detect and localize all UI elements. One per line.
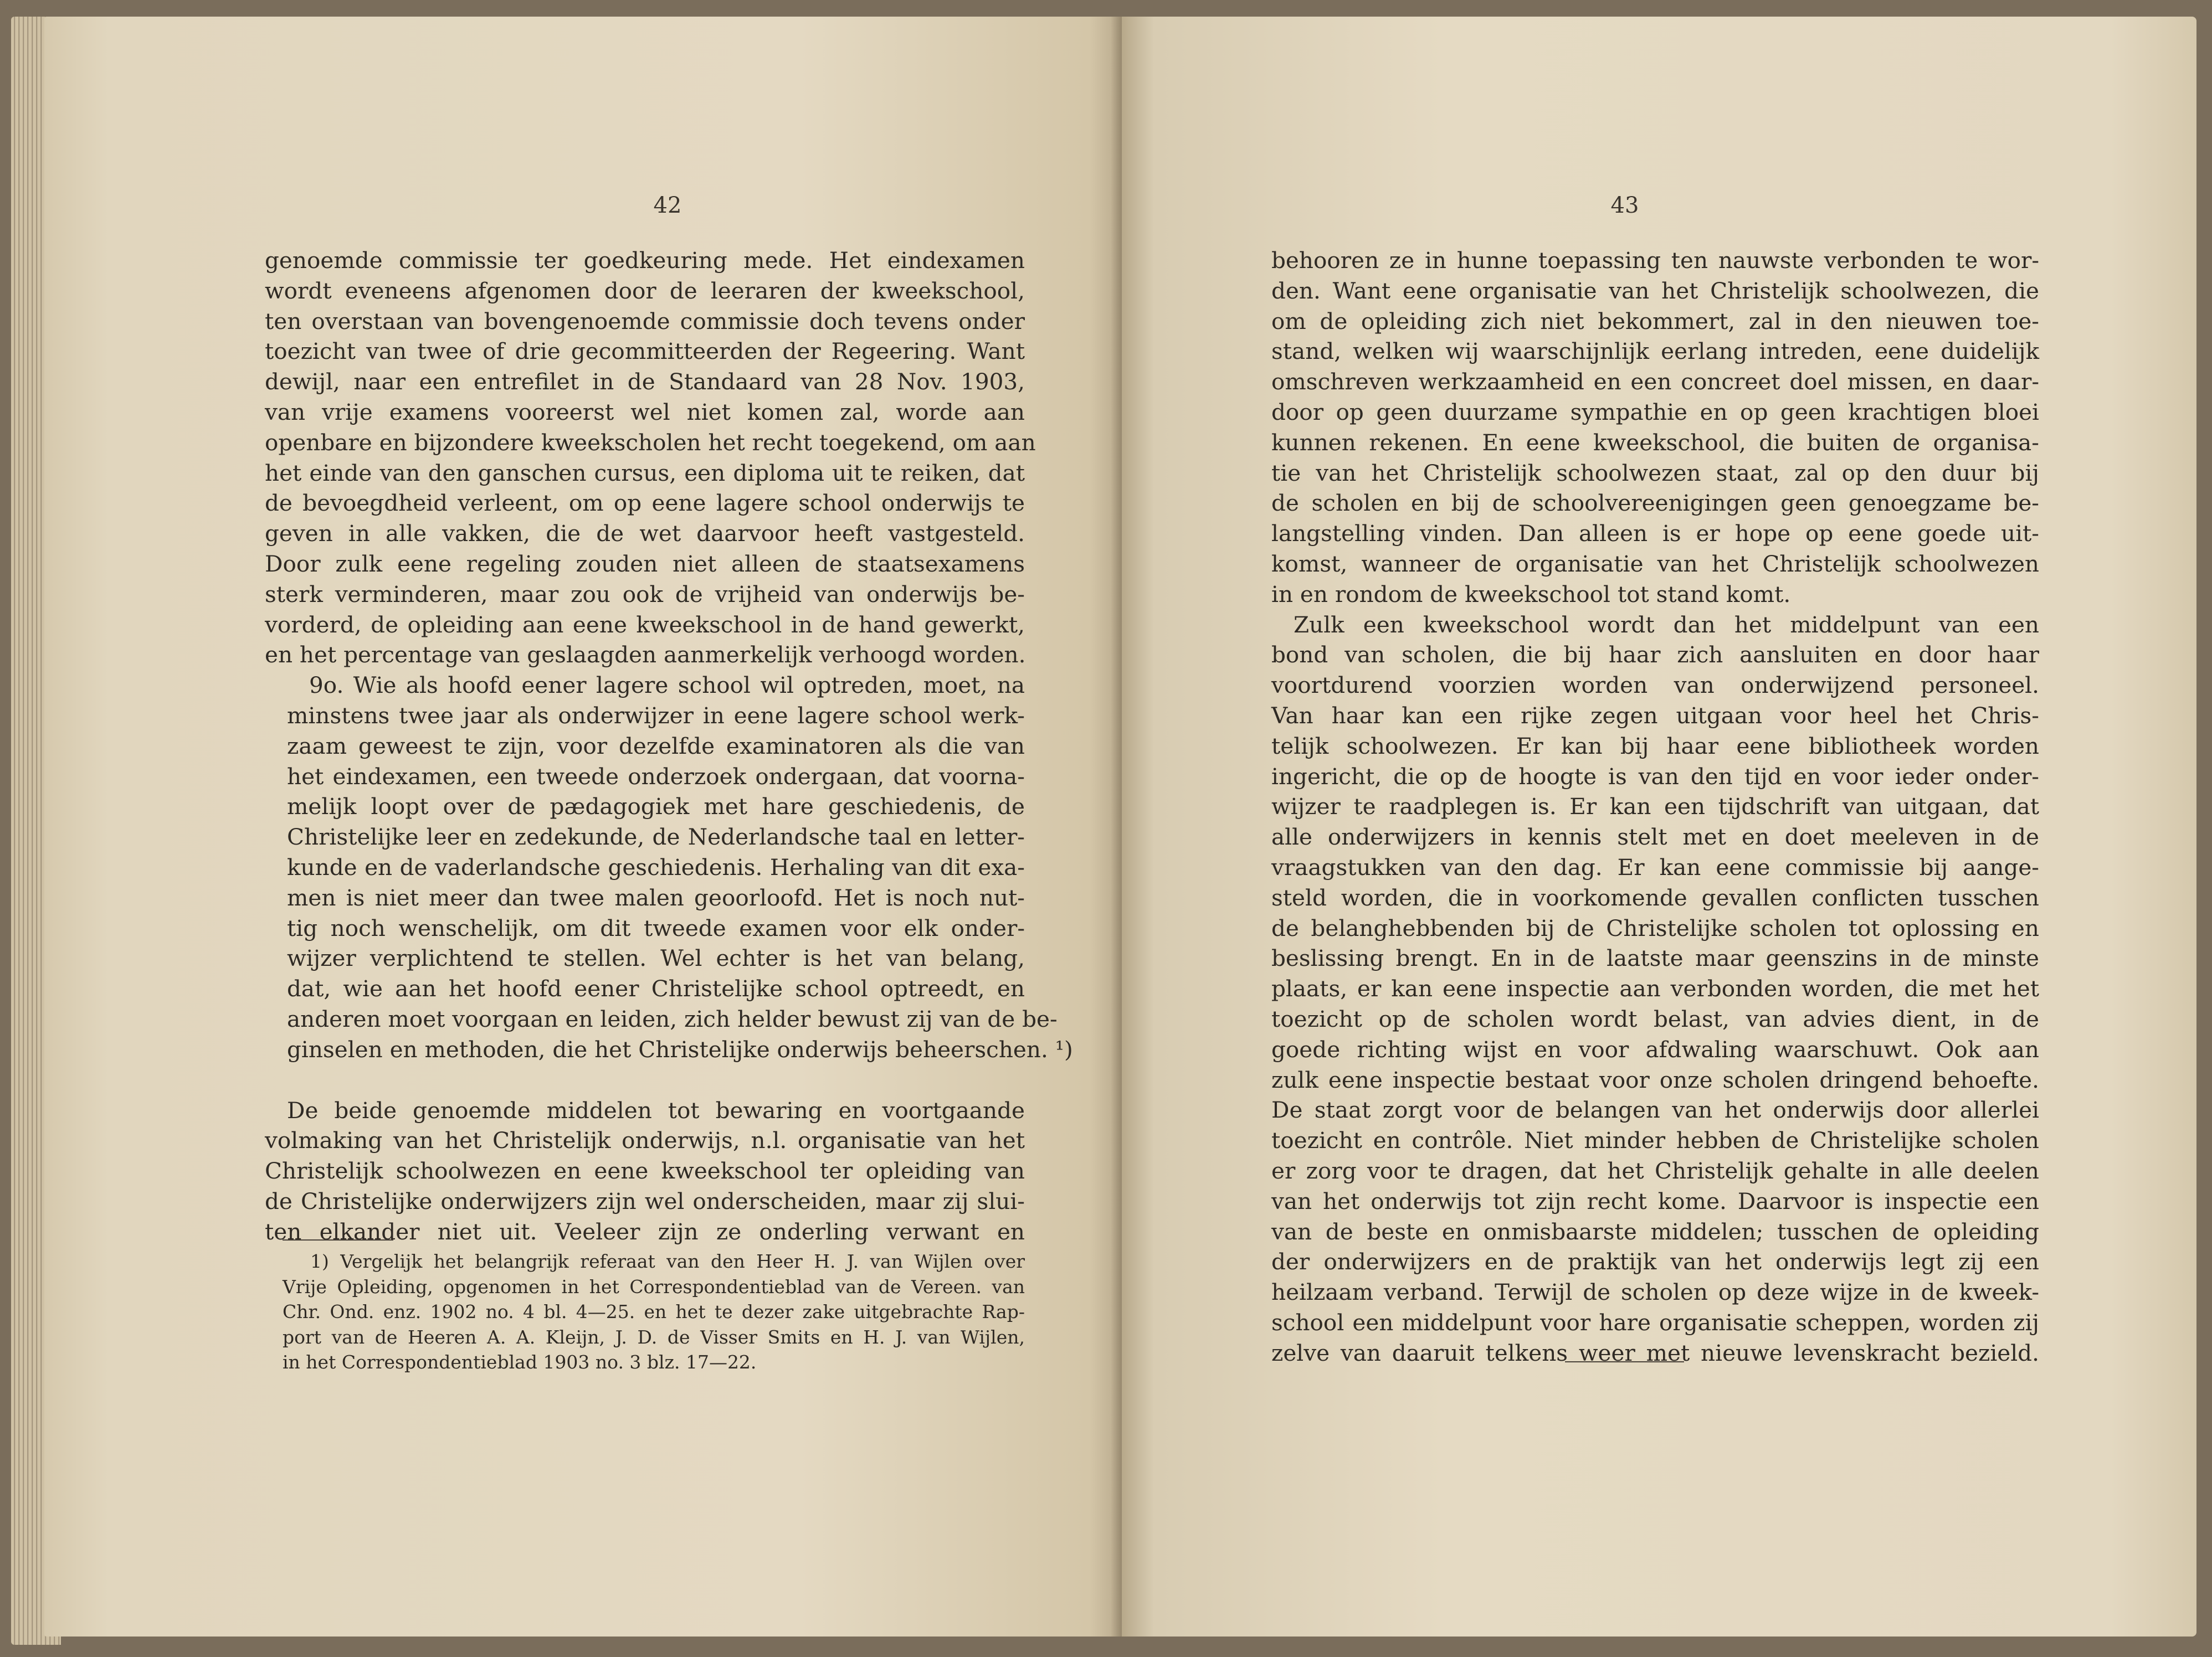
text-line: voortdurend voorzien worden van onderwijzend personeel. <box>1271 672 2039 699</box>
text-line: de belanghebbenden bij de Christelijke scholen tot oplossing en <box>1271 914 2039 941</box>
text-line: in en rondom de kweekschool tot stand komt. <box>1271 580 1791 608</box>
text-line: school een middelpunt voor hare organisatie scheppen, worden zij <box>1271 1309 2039 1336</box>
right-body-text <box>1271 245 2039 1368</box>
text-line: Christelijk schoolwezen en eene kweekschool ter opleiding van <box>265 1157 1025 1185</box>
footnote-rule <box>283 1239 393 1241</box>
text-line: beslissing brengt. En in de laatste maar geenszins in de minste <box>1271 945 2039 972</box>
text-line: der onderwijzers en de praktijk van het onderwijs legt zij een <box>1271 1248 2039 1275</box>
text-line: volmaking van het Christelijk onderwijs, n.l. organisatie van het <box>265 1127 1025 1154</box>
footnote-line: in het Correspondentieblad 1903 no. 3 blz. 17—22. <box>283 1351 757 1373</box>
text-line: van vrije examens vooreerst wel niet komen zal, worde aan <box>265 398 1025 425</box>
text-line: om de opleiding zich niet bekommert, zal in den nieuwen toe- <box>1271 307 2039 335</box>
text-line: wordt eveneens afgenomen door de leeraren der kweekschool, <box>265 277 1025 304</box>
text-line: de scholen en bij de schoolvereenigingen geen genoegzame be- <box>1271 490 2039 517</box>
text-line: wijzer verplichtend te stellen. Wel echter is het van belang, <box>287 945 1025 972</box>
text-line: de bevoegdheid verleent, om op eene lagere school onderwijs te <box>265 490 1025 517</box>
text-line: Van haar kan een rijke zegen uitgaan voor heel het Chris- <box>1271 702 2039 729</box>
text-line: anderen moet voorgaan en leiden, zich helder bewust zij van de be- <box>287 1005 1058 1032</box>
text-line: alle onderwijzers in kennis stelt met en doet meeleven in de <box>1271 824 2039 851</box>
text-line: dat, wie aan het hoofd eener Christelijke school optreedt, en <box>287 975 1025 1002</box>
text-line: zulk eene inspectie bestaat voor onze scholen dringend behoefte. <box>1271 1066 2039 1093</box>
text-line: toezicht en contrôle. Niet minder hebben de Christelijke scholen <box>1271 1127 2039 1154</box>
text-line: genoemde commissie ter goedkeuring mede. Het eindexamen <box>265 247 1025 274</box>
text-line: geven in alle vakken, die de wet daarvoor heeft vastgesteld. <box>265 520 1025 547</box>
text-line: telijk schoolwezen. Er kan bij haar eene bibliotheek worden <box>1271 732 2039 759</box>
text-line: vorderd, de opleiding aan eene kweekschool in de hand gewerkt, <box>265 611 1025 638</box>
footnote-line: Vrije Opleiding, opgenomen in het Correspondentieblad van de Vereen. van <box>283 1275 1025 1298</box>
text-line: door op geen duurzame sympathie en op geen krachtigen bloei <box>1271 398 2039 425</box>
left-paragraph-3 <box>265 1095 1025 1247</box>
footnotes <box>283 1249 1025 1375</box>
text-line: De beide genoemde middelen tot bewaring en voortgaande <box>287 1097 1025 1124</box>
text-line: vraagstukken van den dag. Er kan eene commissie bij aange- <box>1271 853 2039 881</box>
text-line: en het percentage van geslaagden aanmerkelijk verhoogd worden. <box>265 641 1026 668</box>
text-line: kunnen rekenen. En eene kweekschool, die buiten de organisa- <box>1271 429 2039 456</box>
text-line: behooren ze in hunne toepassing ten nauwste verbonden te wor- <box>1271 247 2039 274</box>
left-body-text <box>265 245 1073 1247</box>
text-line: plaats, er kan eene inspectie aan verbonden worden, die met het <box>1271 975 2039 1002</box>
left-page <box>44 17 1122 1637</box>
text-line: De staat zorgt voor de belangen van het onderwijs door allerlei <box>1271 1097 2039 1124</box>
text-line: zelve van daaruit telkens weer met nieuwe levenskracht bezield. <box>1271 1339 2039 1366</box>
text-line: zaam geweest te zijn, voor dezelfde examinatoren als die van <box>287 732 1025 759</box>
text-line: men is niet meer dan twee malen geoorloofd. Het is noch nut- <box>287 884 1025 911</box>
text-line: steld worden, die in voorkomende gevallen conflicten tusschen <box>1271 884 2039 911</box>
text-line: ginselen en methoden, die het Christelijke onderwijs beheerschen. ¹) <box>287 1036 1073 1063</box>
page-number-right: 43 <box>1610 193 1639 218</box>
text-line: wijzer te raadplegen is. Er kan een tijdschrift van uitgaan, dat <box>1271 793 2039 820</box>
text-line: Christelijke leer en zedekunde, de Nederlandsche taal en letter- <box>287 824 1025 851</box>
text-line: minstens twee jaar als onderwijzer in eene lagere school werk- <box>287 702 1025 729</box>
text-line: komst, wanneer de organisatie van het Christelijk schoolwezen <box>1271 550 2039 577</box>
footnote-line: Chr. Ond. enz. 1902 no. 4 bl. 4—25. en het te dezer zake uitgebrachte Rap- <box>283 1301 1025 1322</box>
text-line: kunde en de vaderlandsche geschiedenis. Herhaling van dit exa- <box>287 853 1025 881</box>
right-paragraph-1 <box>1271 245 2039 610</box>
footnote-line: port van de Heeren A. A. Kleijn, J. D. de Visser Smits en H. J. van Wijlen, <box>283 1326 1025 1348</box>
text-line: omschreven werkzaamheid en een concreet doel missen, en daar- <box>1271 368 2039 395</box>
text-line: ingericht, die op de hoogte is van den tijd en voor ieder onder- <box>1271 763 2039 790</box>
right-paragraph-2 <box>1271 610 2039 1368</box>
text-line: goede richting wijst en voor afdwaling waarschuwt. Ook aan <box>1271 1036 2039 1063</box>
text-line: tig noch wenschelijk, om dit tweede examen voor elk onder- <box>287 914 1025 941</box>
text-line: ten overstaan van bovengenoemde commissie doch tevens onder <box>265 307 1025 335</box>
right-page <box>1122 17 2196 1637</box>
text-line: langstelling vinden. Dan alleen is er hope op eene goede uit- <box>1271 520 2039 547</box>
page-number-left: 42 <box>653 193 682 218</box>
text-line: tie van het Christelijk schoolwezen staat, zal op den duur bij <box>1271 459 2039 486</box>
footnote-line: 1) Vergelijk het belangrijk referaat van den Heer H. J. van Wijlen over <box>310 1251 1025 1272</box>
end-rule <box>1565 1361 1684 1362</box>
text-line: openbare en bijzondere kweekscholen het recht toegekend, om aan <box>265 429 1036 456</box>
text-line: toezicht van twee of drie gecommitteerden der Regeering. Want <box>265 338 1025 365</box>
text-line: Zulk een kweekschool wordt dan het middelpunt van een <box>1294 611 2039 638</box>
text-line: van de beste en onmisbaarste middelen; tusschen de opleiding <box>1271 1218 2039 1245</box>
text-line: het eindexamen, een tweede onderzoek ondergaan, dat voorna- <box>287 763 1025 790</box>
text-line: toezicht op de scholen wordt belast, van advies dient, in de <box>1271 1005 2039 1032</box>
text-line: 9o. Wie als hoofd eener lagere school wil optreden, moet, na <box>309 672 1025 699</box>
text-line: er zorg voor te dragen, dat het Christelijk gehalte in alle deelen <box>1271 1157 2039 1184</box>
text-line: sterk verminderen, maar zou ook de vrijheid van onderwijs be- <box>265 580 1025 608</box>
text-line: het einde van den ganschen cursus, een diploma uit te reiken, dat <box>265 459 1025 486</box>
text-line: ten elkander niet uit. Veeleer zijn ze onderling verwant en <box>265 1218 1025 1245</box>
text-line: stand, welken wij waarschijnlijk eerlang intreden, eene duidelijk <box>1271 338 2039 365</box>
text-line: dewijl, naar een entrefilet in de Standaard van 28 Nov. 1903, <box>265 368 1025 395</box>
text-line: Door zulk eene regeling zouden niet alleen de staatsexamens <box>265 550 1025 577</box>
text-line: de Christelijke onderwijzers zijn wel onderscheiden, maar zij slui- <box>265 1187 1025 1215</box>
text-line: melijk loopt over de pædagogiek met hare geschiedenis, de <box>287 793 1025 820</box>
left-paragraph-2 <box>265 670 1073 1064</box>
text-line: den. Want eene organisatie van het Christelijk schoolwezen, die <box>1271 277 2039 304</box>
text-line: van het onderwijs tot zijn recht kome. Daarvoor is inspectie een <box>1271 1187 2039 1215</box>
text-line: bond van scholen, die bij haar zich aansluiten en door haar <box>1271 641 2039 668</box>
text-line: heilzaam verband. Terwijl de scholen op deze wijze in de kweek- <box>1271 1279 2039 1306</box>
left-paragraph-1 <box>265 245 1036 670</box>
